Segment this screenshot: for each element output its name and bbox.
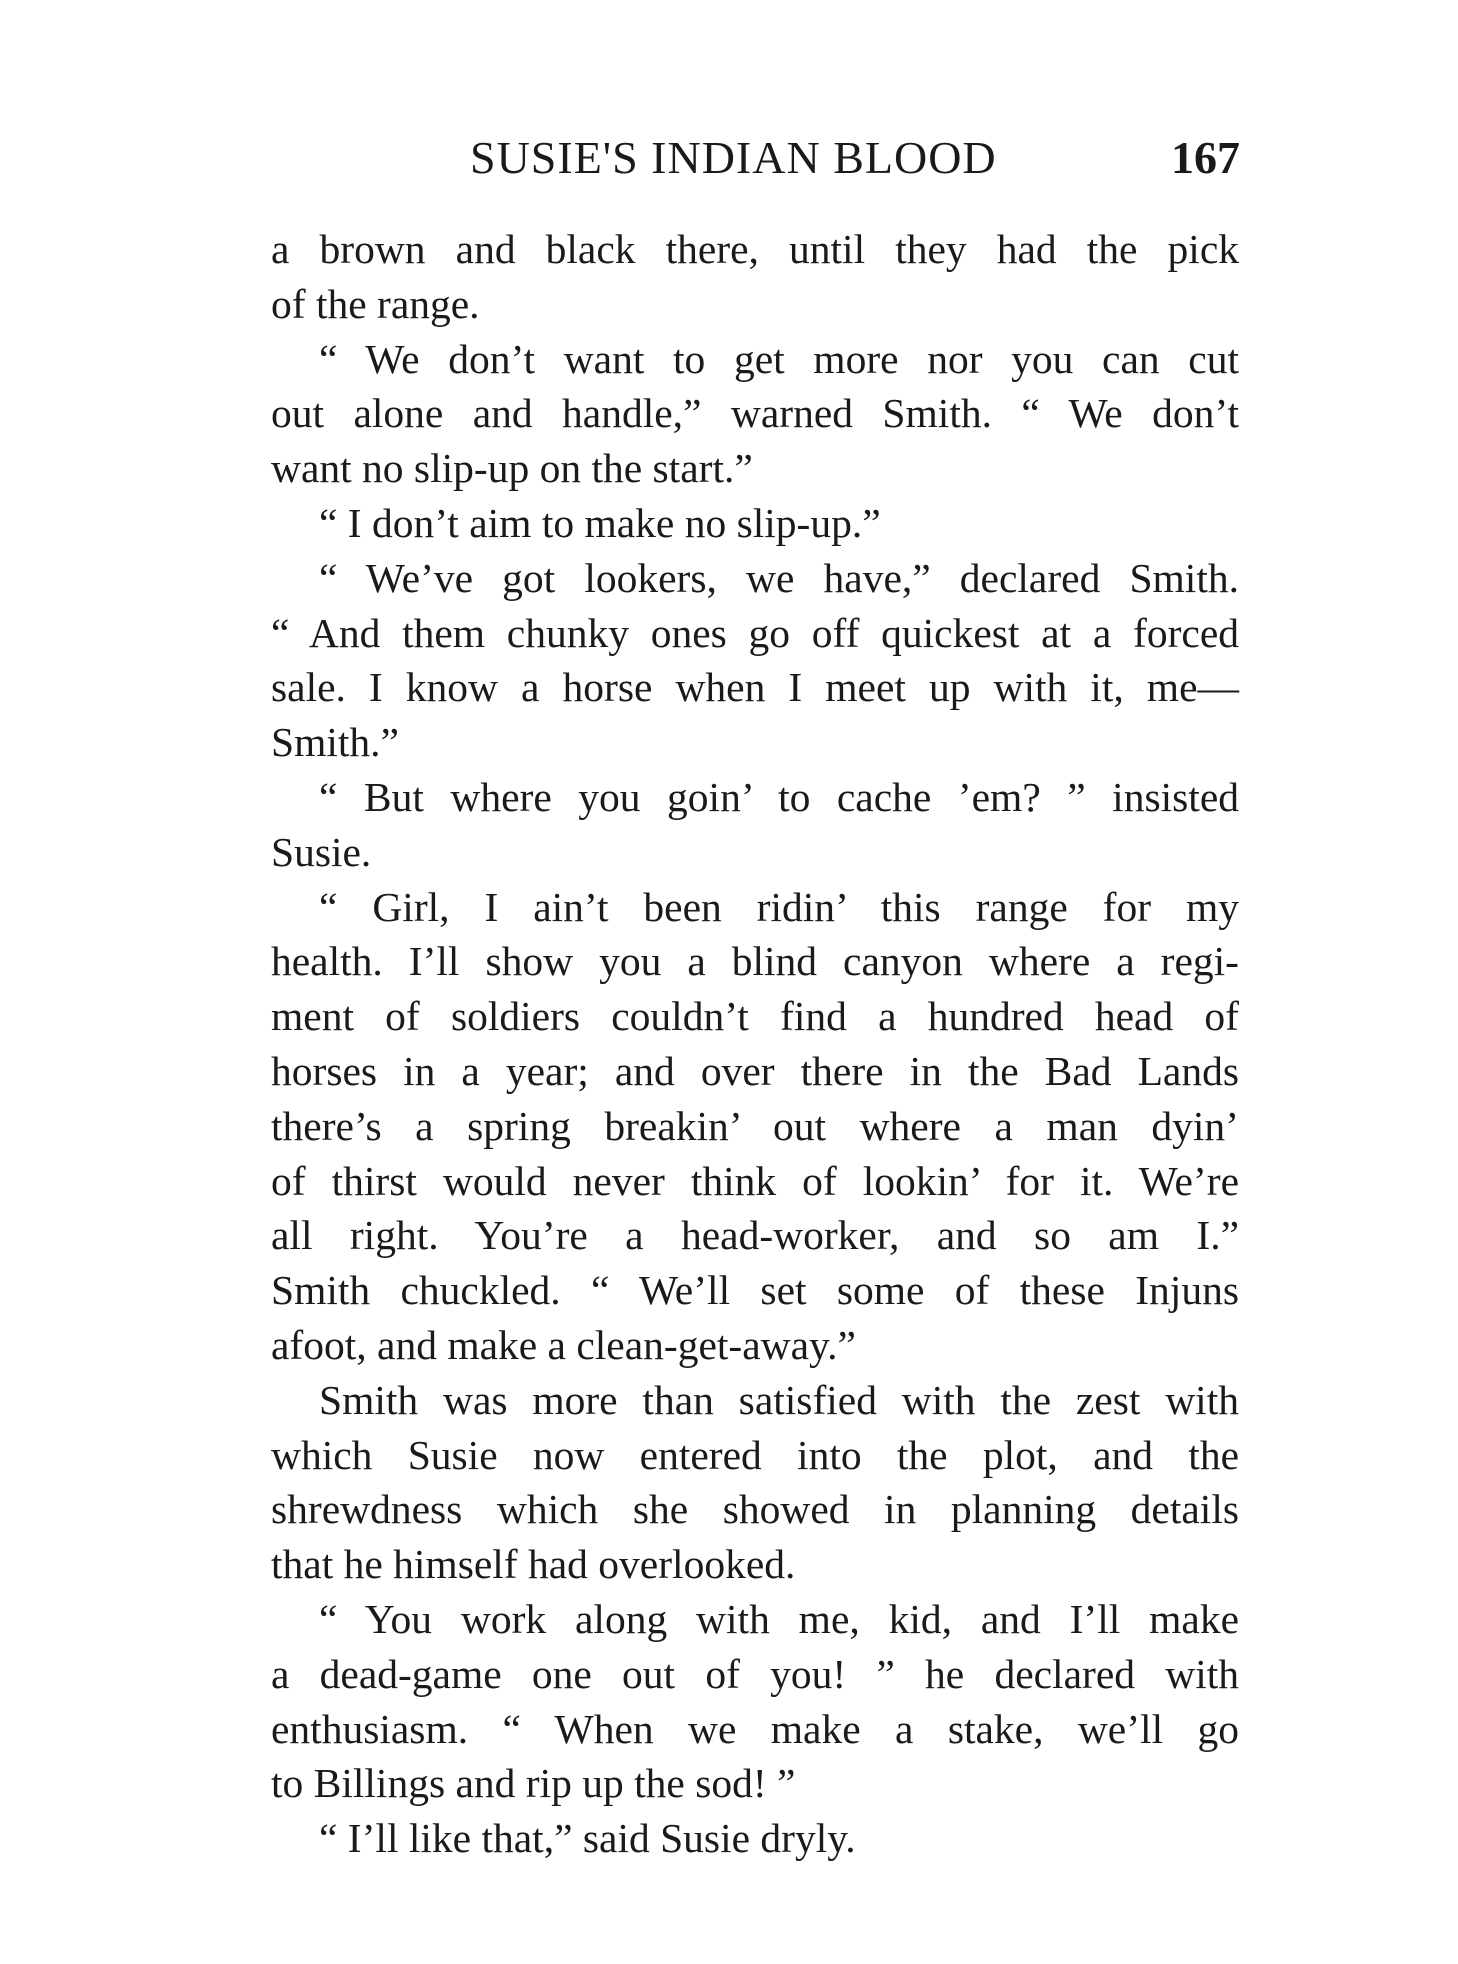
text-line: which Susie now entered into the plot, and the [271,1431,1239,1478]
page-number: 167 [1171,132,1240,183]
text-line: that he himself had overlooked. [271,1541,796,1588]
body-text [271,222,1239,1866]
text-line: ment of soldiers couldn’t find a hundred head of [271,993,1239,1040]
text-line: enthusiasm. “ When we make a stake, we’ll go [271,1705,1239,1752]
text-line: want no slip-up on the start.” [271,445,753,492]
text-line: there’s a spring breakin’ out where a man dyin’ [271,1102,1239,1149]
text-line: “ I don’t aim to make no slip-up.” [319,499,881,546]
text-line: sale. I know a horse when I meet up with it, me— [271,664,1239,711]
text-line: “ We’ve got lookers, we have,” declared Smith. [319,554,1239,601]
text-line: Susie. [271,828,372,875]
text-line: a brown and black there, until they had the pick [271,226,1239,272]
text-line: horses in a year; and over there in the Bad Lands [271,1047,1239,1094]
text-line: Smith was more than satisfied with the zest with [319,1376,1239,1423]
text-line: “ You work along with me, kid, and I’ll make [319,1595,1239,1642]
text-line: Smith.” [271,719,399,766]
running-title: SUSIE'S INDIAN BLOOD [470,132,997,183]
text-line: shrewdness which she showed in planning details [271,1486,1239,1533]
text-line: health. I’ll show you a blind canyon where a regi- [271,938,1239,985]
text-line: “ I’ll like that,” said Susie dryly. [319,1815,856,1862]
text-line: out alone and handle,” warned Smith. “ We don’t [271,390,1239,437]
text-line: Smith chuckled. “ We’ll set some of these Injuns [271,1267,1239,1314]
text-line: a dead-game one out of you! ” he declared with [271,1650,1239,1697]
text-line: “ But where you goin’ to cache ’em? ” insisted [319,773,1239,820]
text-line: “ Girl, I ain’t been ridin’ this range for my [319,883,1239,930]
text-line: of the range. [271,280,480,327]
page-header [470,128,1240,188]
text-line: “ And them chunky ones go off quickest at a forced [271,609,1239,656]
text-line: all right. You’re a head-worker, and so am I.” [271,1212,1239,1259]
text-line: of thirst would never think of lookin’ for it. We’re [271,1157,1239,1204]
text-line: afoot, and make a clean-get-away.” [271,1321,856,1368]
text-line: to Billings and rip up the sod! ” [271,1760,796,1807]
text-line: “ We don’t want to get more nor you can cut [319,335,1239,382]
